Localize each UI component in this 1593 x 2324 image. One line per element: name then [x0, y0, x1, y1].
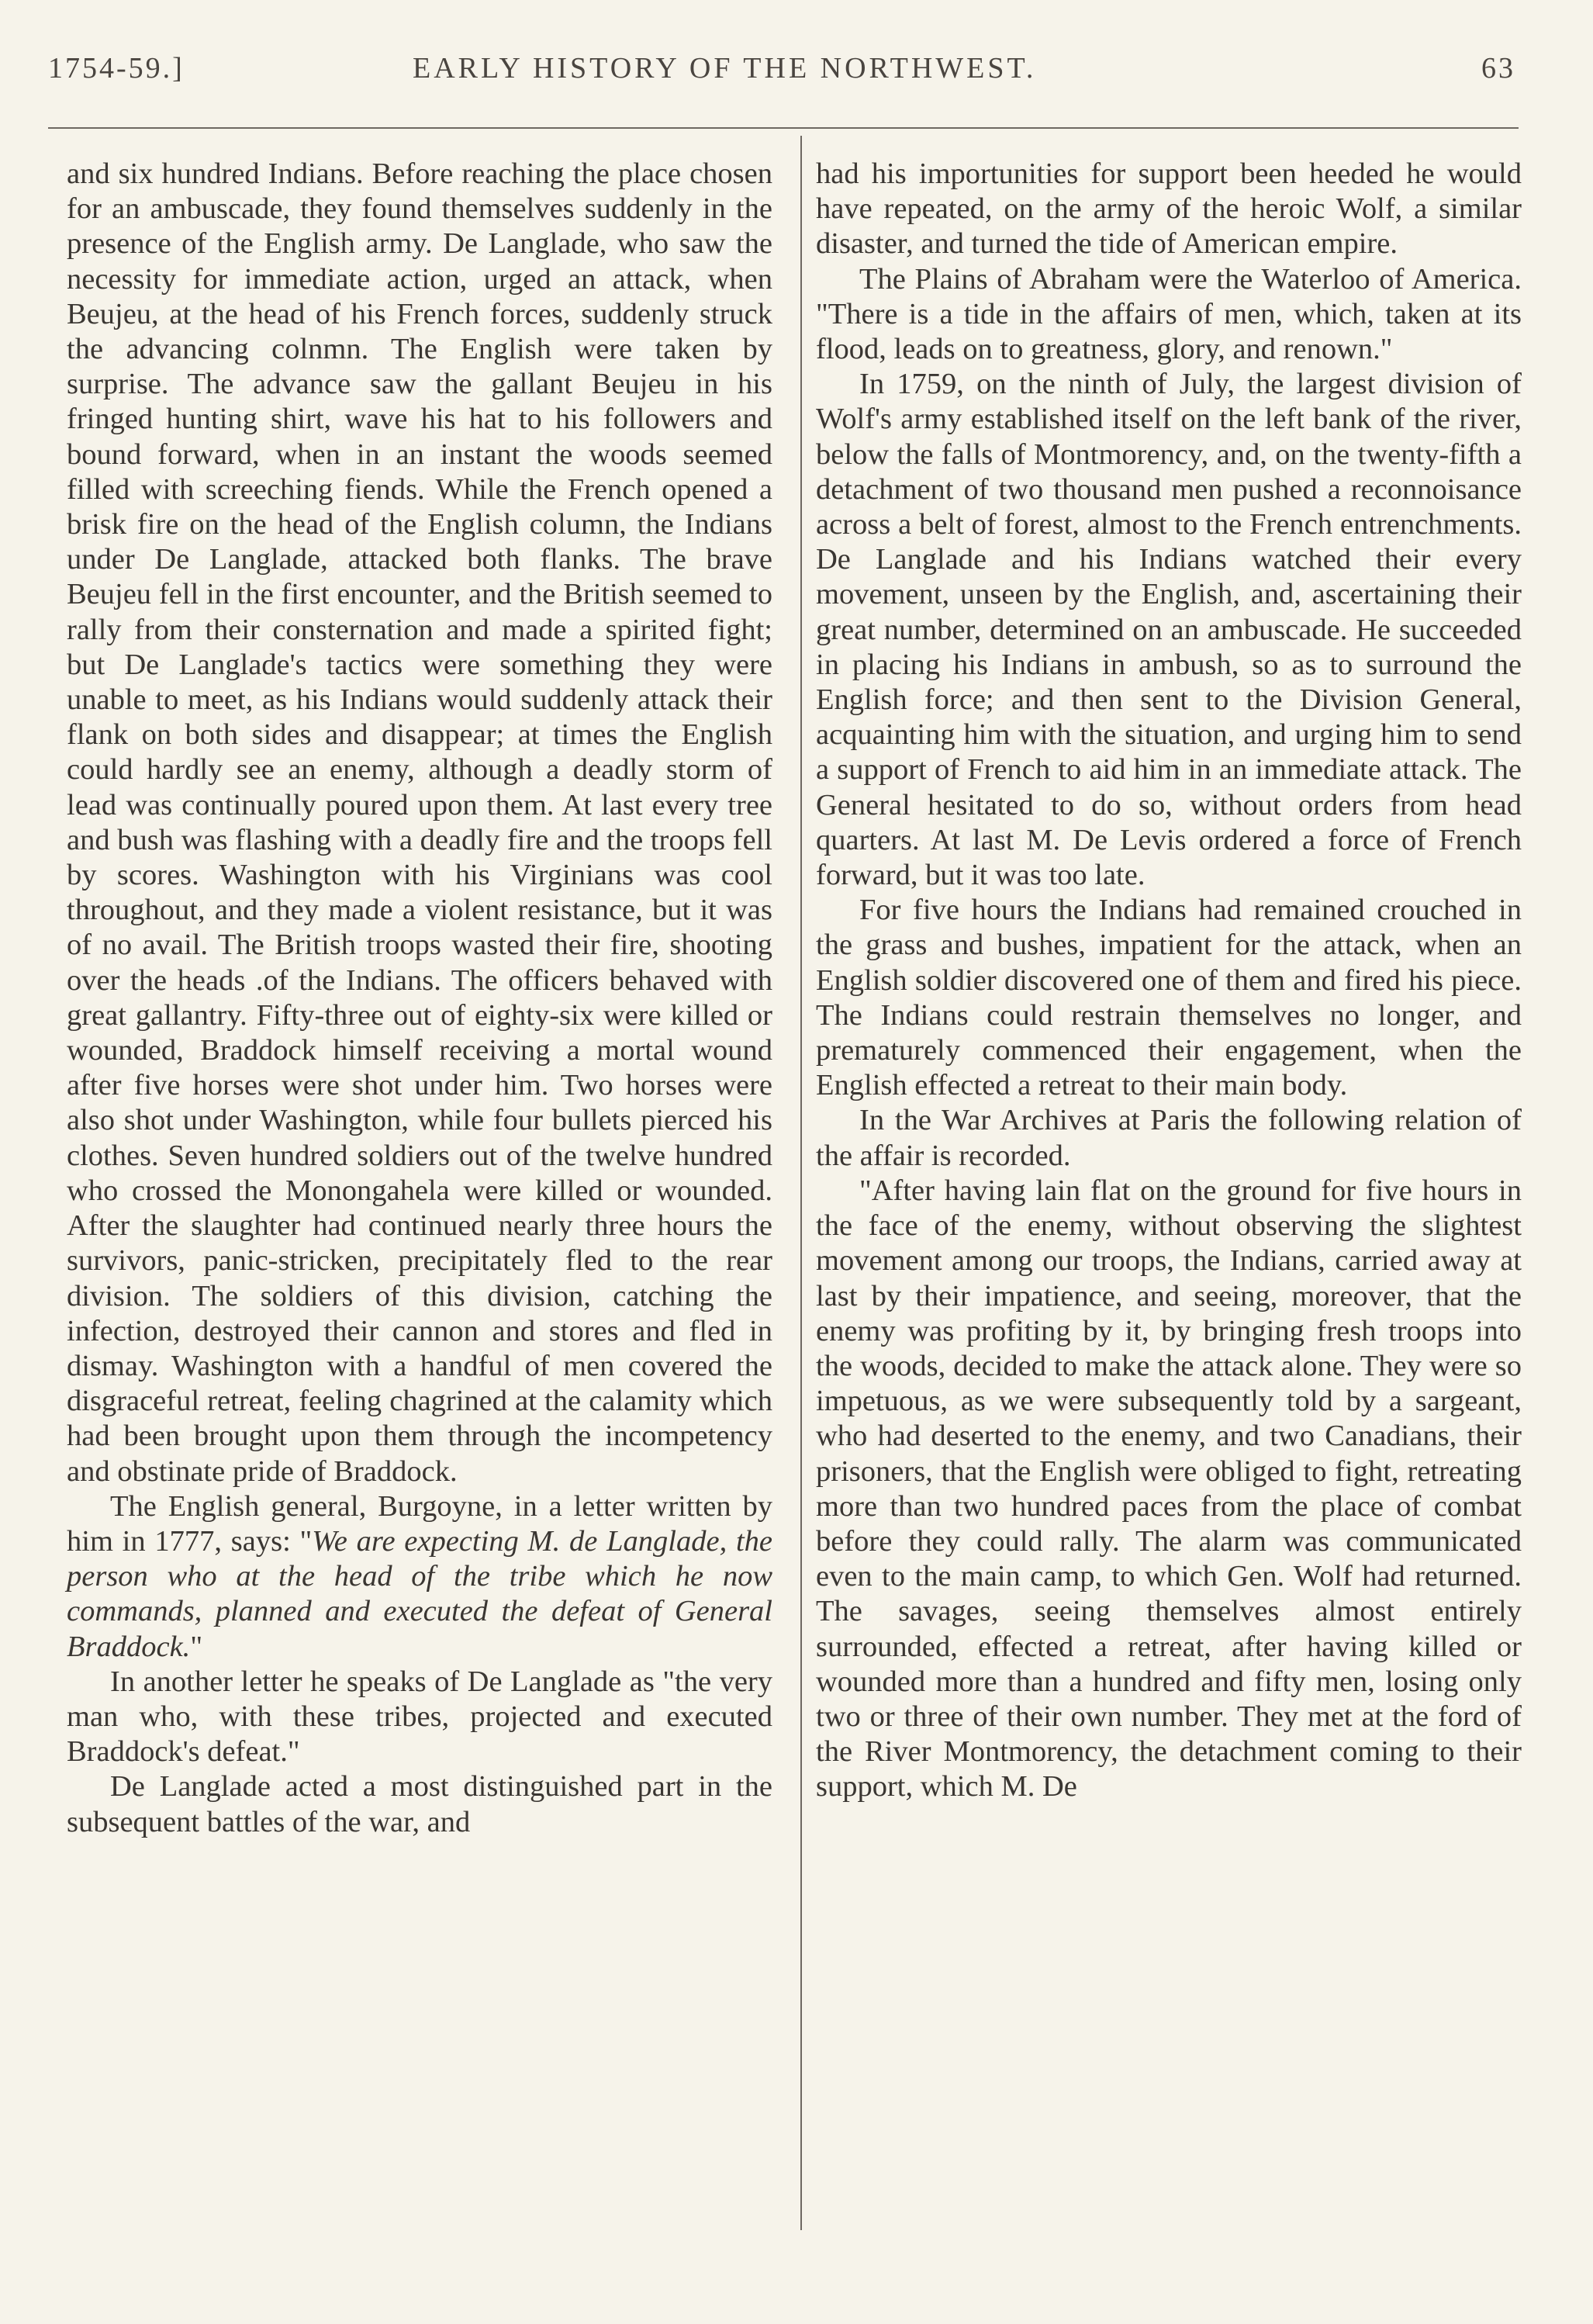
right-column [816, 157, 1522, 1805]
header-rule [48, 127, 1519, 129]
page-number: 63 [1481, 52, 1515, 85]
book-title: EARLY HISTORY OF THE NORTHWEST. [413, 52, 1037, 85]
column-divider [800, 136, 802, 2230]
paragraph [67, 1489, 772, 1665]
paragraph: "After having lain flat on the ground for five hours in the face of the enemy, without observing the slightest movement among our troops, the Indians, carried away at last by their impatience, and seeing, moreover, that the enemy was profiting by it, by bringing fresh troops into the woods, decided to make the attack alone. They were so impetuous, as we were subsequently told by a sargeant, who had deserted to the enemy, and two Canadians, their prisoners, that the English were obliged to fight, retreating more than two hundred paces from the place of combat before they could rally. The alarm was communicated even to the main camp, to which Gen. Wolf had returned. The savages, seeing themselves almost entirely surrounded, effected a retreat, after having killed or wounded more than a hundred and fifty men, losing only two or three of their own number. They met at the ford of the River Montmorency, the detachment coming to their support, which M. De [816, 1174, 1522, 1804]
paragraph: For five hours the Indians had remained crouched in the grass and bushes, impatient for the attack, when an English soldier discovered one of them and fired his piece. The Indians could restrain themselves no longer, and prematurely commenced their engagement, when the English effected a retreat to their main body. [816, 894, 1522, 1102]
paragraph-tail: " [190, 1630, 203, 1663]
paragraph: In another letter he speaks of De Langlade as "the very man who, with these tribes, projected and executed Braddock's defeat." [67, 1665, 772, 1769]
paragraph: The Plains of Abraham were the Waterloo of America. "There is a tide in the affairs of men, which, taken at its flood, leads on to greatness, glory, and renown." [816, 262, 1522, 366]
paragraph: In 1759, on the ninth of July, the largest division of Wolf's army established itself on the left bank of the river, below the falls of Montmorency, and, on the twenty-fifth a detachment of two thousand men pushed a reconnoisance across a belt of forest, almost to the French entrenchments. De Langlade and his Indians watched their every movement, unseen by the English, and, ascertaining their great number, determined on an ambuscade. He succeeded in placing his Indians in ambush, so as to surround the English force; and then sent to the Division General, acquainting him with the situation, and urging him to send a support of French to aid him in an immediate attack. The General hesitated to do so, without orders from head quarters. At last M. De Levis ordered a force of French forward, but it was too late. [816, 368, 1522, 892]
paragraph: and six hundred Indians. Before reaching the place chosen for an ambuscade, they found themselves suddenly in the presence of the English army. De Langlade, who saw the necessity for immediate action, urged an attack, when Beujeu, at the head of his French forces, suddenly struck the advancing colnmn. The English were taken by surprise. The advance saw the gallant Beujeu in his fringed hunting shirt, wave his hat to his followers and bound forward, when in an instant the woods seemed filled with screeching fiends. While the French opened a brisk fire on the head of the English column, the Indians under De Langlade, attacked both flanks. The brave Beujeu fell in the first encounter, and the British seemed to rally from their consternation and made a spirited fight; but De Langlade's tactics were something they were unable to meet, as his Indians would suddenly attack their flank on both sides and disappear; at times the English could hardly see an enemy, although a deadly storm of lead was continually poured upon them. At last every tree and bush was flashing with a deadly fire and the troops fell by scores. Washington with his Virginians was cool throughout, and they made a violent resistance, but it was of no avail. The British troops wasted their fire, shooting over the heads .of the Indians. The officers behaved with great gallantry. Fifty-three out of eighty-six were killed or wounded, Braddock himself receiving a mortal wound after five horses were shot under him. Two horses were also shot under Washington, while four bullets pierced his clothes. Seven hundred soldiers out of the twelve hundred who crossed the Monongahela were killed or wounded. After the slaughter had continued nearly three hours the survivors, panic-stricken, precipitately fled to the rear division. The soldiers of this division, catching the infection, destroyed their cannon and stores and fled in dismay. Washington with a handful of men covered the disgraceful retreat, feeling chagrined at the calamity which had been brought upon them through the incompetency and obstinate pride of Braddock. [67, 157, 772, 1488]
paragraph-lead: The English general, Burgoyne, in a letter written by him in 1777, says: " [67, 1489, 772, 1558]
running-head [48, 51, 1522, 98]
italic-quote: We are expecting M. de Langlade, the person who at the head of the tribe which he now commands, planned and executed the defeat of General Braddock. [67, 1524, 772, 1663]
paragraph: De Langlade acted a most distinguished part in the subsequent battles of the war, and [67, 1770, 772, 1838]
left-column [67, 157, 772, 1840]
paragraph: In the War Archives at Paris the following relation of the affair is recorded. [816, 1104, 1522, 1172]
paragraph: had his importunities for support been heeded he would have repeated, on the army of the heroic Wolf, a similar disaster, and turned the tide of American empire. [816, 157, 1522, 261]
year-range: 1754-59.] [48, 52, 185, 85]
